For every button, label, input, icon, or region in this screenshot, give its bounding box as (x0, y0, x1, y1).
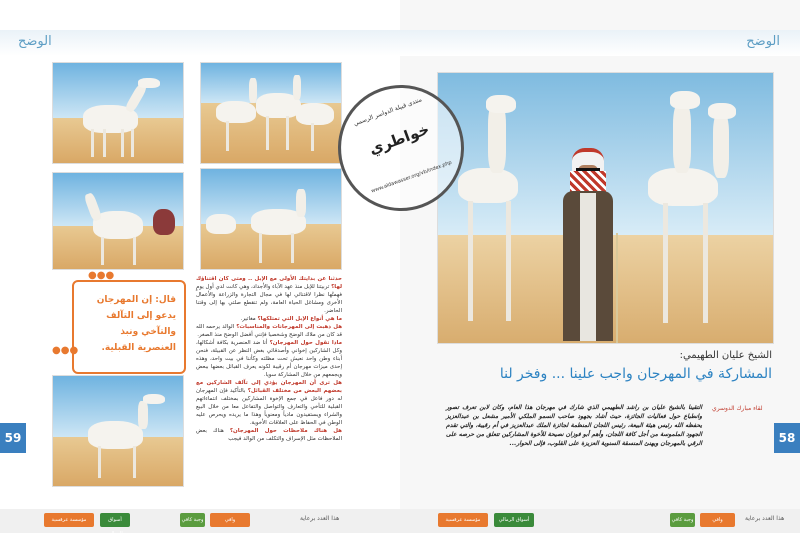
qa-item: هل ذهبت إلى المهرجانات والمناسبات؟ الوالد يرحمه الله قد كان من ملاك الوضح وشخصيا فإنني أفضل الوضح منذ الصغر. (196, 324, 343, 338)
watermark-url: www.aldawasser.org/vb/index.php (370, 159, 453, 195)
qa-item: هل هناك ملاحظات حول المهرجان؟ هناك بعض الملاحظات مثل الإسراف والتكلف من الوالد فيجب (196, 428, 342, 442)
watermark-top-text: منتدى قبيلة الدواسر الرسمي (352, 96, 423, 128)
orange-dots-icon: ●●● (52, 345, 79, 356)
sponsor-logo: مؤسسة عرقسية (44, 513, 94, 527)
sponsor-logo: مؤسسة عرقسية (438, 513, 488, 527)
article-headline-block (437, 350, 772, 400)
watermark-center-text: خواطري (366, 119, 432, 159)
sponsor-logo: أسواق الرمالي (100, 513, 130, 527)
camel-photo-1 (52, 62, 184, 164)
interview-text (196, 275, 342, 505)
orange-dots-icon: ●●● (88, 270, 115, 281)
section-title: الوضح (746, 34, 780, 49)
pullquote-text: قال: إن المهرجان يدعو إلى التآلف والتآخي ونبذ العنصرية القبلية. (96, 295, 176, 353)
page-number: 59 (0, 423, 26, 453)
section-title: الوضح (18, 34, 52, 49)
qa-item: هل ترى أن المهرجان يؤدي إلى تآلف الشاركين مع بعضهم البعض من مختلف القبائل؟ بالتأكيد فإن المهرجان له دور فاعل في جمع الإخوة المشاركين بمختلف انتماءاتهم القبلية للتآخي والتعارف والتواصل والتفاعل معا من خلال البيع والشراء ويستفيدون مادياً ومعنوياً وهذا ما يريده ويحرص عليه الوطن في الحفاظ على العلاقات الأخوية. (196, 380, 343, 426)
sheikh-figure (558, 143, 618, 343)
left-page (0, 0, 400, 537)
pullquote-box (72, 280, 186, 374)
camel-photo-5 (52, 375, 184, 487)
qa-item: ماذا تقول حول المهرجان؟ أنا ضد العنصرية بكافة أشكالها، وكل الشاركين إخواني وأصدقائي بغض النظر عن القبيلة، فنحن أبناء وطن واحد نعيش تحت مظلته وكأننا في بيت واحد، وهذه إحدى ميزات مهرجان أم رقيبة لكونه يعرف القبائل بعضها ببعض ويجمعهم من خلال المشاركة سويا. (196, 340, 342, 378)
page-number: 58 (774, 423, 800, 453)
article-intro: التقينا بالشيخ عليان بن راشد الطهيمي الذي شارك في مهرجان هذا العام، وكان لابن تعرف تصور وانطباع حول فعاليات الجائزة، حيث أشاد بجهود صاحب السمو الملكي الأمير مشعل بن عبدالعزيز يحفظه الله رئيس هيئة البيعة، رئيس اللجان المنظمة لجائزة الملك عبدالعزيز في أم رقيبة، والتي تقدم الجهود الملموسة من أجل كافة اللجان، وأهم أبو فوزان نصيحة للأخوة المشاركين تتعلق من حرصه على الرقي بالمهرجان ويهنئ المنسقة السنوية العزيزة على القلوب، فإلى الحوار... (446, 404, 702, 447)
sponsor-logo: أسواق الرمالي (494, 513, 534, 527)
headline-kicker: الشيخ عليان الطهيمي: (679, 350, 772, 361)
camel-photo-3 (52, 172, 184, 270)
article-headline: المشاركة في المهرجان واجب علينا ... وفخر لنا (499, 366, 772, 382)
qa-item: حدثنا عن بدايتك الأولى مع الإبل .. ومتى كان اقتناؤك لها؟ تربيتنا للإبل منذ عهد الآباء والأجداد، وهي كانت لدي أول يومٍ فهمتُها نظرا لاقتنائي لها في مجال التجارة والزراعة والأعمال الأخرى ومشاغل الحياة العامة، ولم تنقطع صلتي بها إلى وقتنا الحاضر. (196, 276, 343, 314)
camel-photo-2 (200, 62, 342, 164)
sponsor-logo: وجبة كافي (180, 513, 205, 527)
header-band (0, 30, 400, 56)
right-page (352, 0, 800, 533)
sponsor-logo: وافي (210, 513, 250, 527)
sponsor-logo: وافي (700, 513, 735, 527)
qa-item: ما هي أنواع الإبل التي تمتلكها؟ مغاتير. (240, 316, 342, 322)
camel-photo-4 (200, 168, 342, 270)
byline: لقاء مبارك الدوسري (712, 405, 763, 412)
main-photo (437, 72, 774, 344)
footer (0, 509, 400, 537)
footer-sponsor-label: هذا العدد برعاية (745, 515, 785, 522)
header-band (400, 30, 800, 56)
footer-sponsor-label: هذا العدد برعاية (300, 515, 340, 522)
sponsor-logo: وجبة كافي (670, 513, 695, 527)
footer (400, 509, 800, 533)
